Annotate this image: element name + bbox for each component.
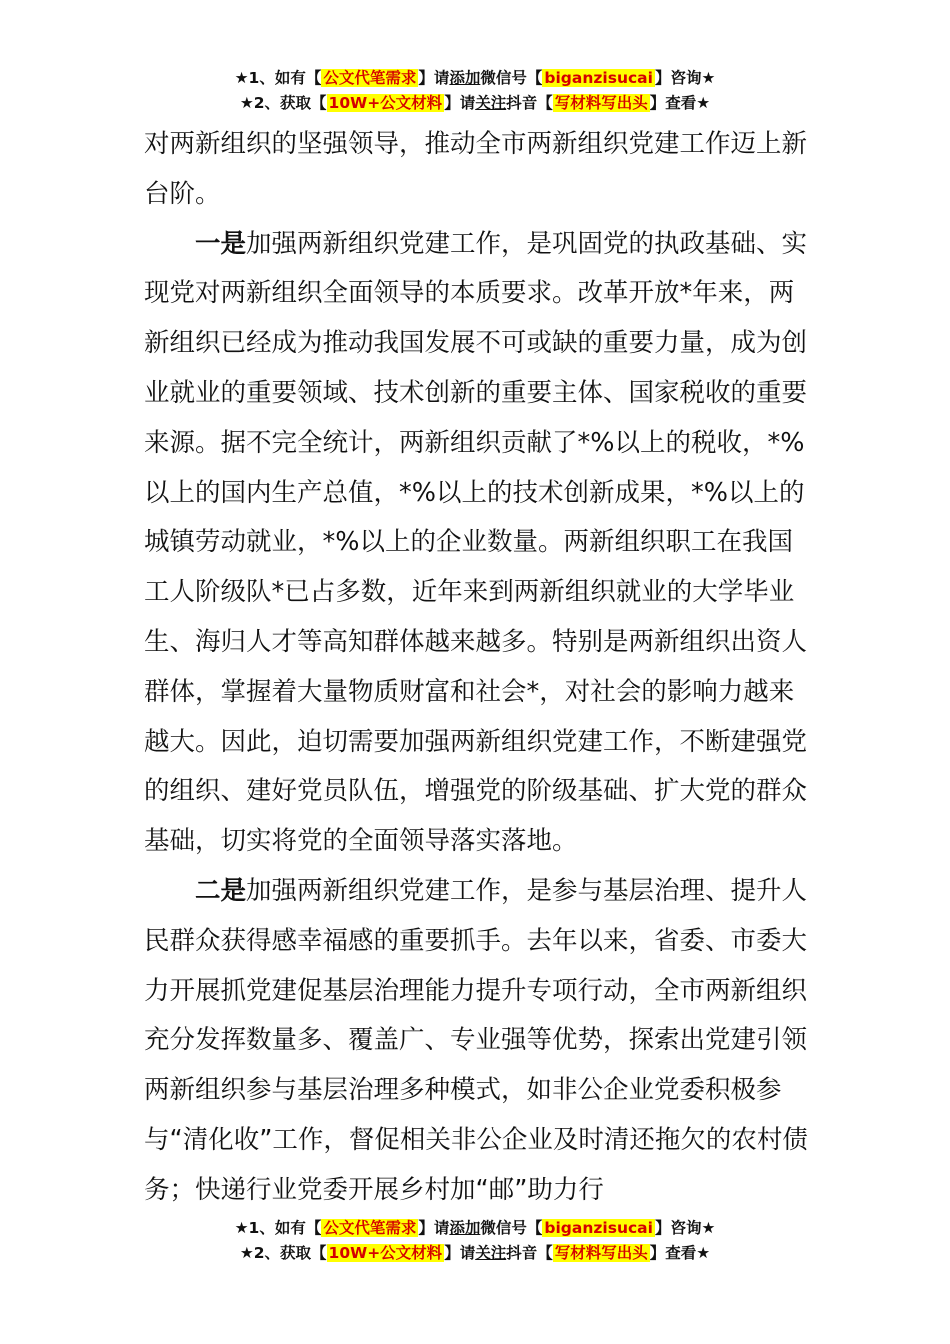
- banner-text: 】请: [444, 94, 476, 112]
- banner-text: 微信号【: [480, 1219, 543, 1237]
- highlight-douyin: 写材料写出头: [554, 94, 648, 112]
- paragraph-text: 加强两新组织党建工作，是巩固党的执政基础、实现党对两新组织全面领导的本质要求。改革开放*年来，两新组织已经成为推动我国发展不可或缺的重要力量，成为创业就业的重要领域、技术创新的重要主体、国家税收的重要来源。据不完全统计，两新组织贡献了*%以上的税收，*%以上的国内生产总值，*%以上的技术创新成果，*%以上的城镇劳动就业，*%以上的企业数量。两新组织职工在我国工人阶级队*已占多数，近年来到两新组织就业的大学毕业生、海归人才等高知群体越来越多。特别是两新组织出资人群体，掌握着大量物质财富和社会*，对社会的影响力越来越大。因此，迫切需要加强两新组织党建工作，不断建强党的组织、建好党员队伍，增强党的阶级基础、扩大党的群众基础，切实将党的全面领导落实落地。: [144, 228, 808, 857]
- banner-line-2: [0, 1241, 950, 1266]
- highlight-wechat-id: biganzisucai: [544, 69, 653, 87]
- underlined-word: 添加: [449, 69, 481, 87]
- highlight-service: 公文代笔需求: [323, 69, 417, 87]
- paragraph-lead: 一是: [195, 228, 247, 259]
- header-banner: [0, 66, 950, 116]
- banner-text: ★1、如有【: [234, 69, 322, 87]
- banner-text: 】请: [418, 1219, 450, 1237]
- paragraph-continued: 对两新组织的坚强领导，推动全市两新组织党建工作迈上新台阶。: [144, 129, 808, 209]
- underlined-word: 关注: [475, 1244, 507, 1262]
- paragraph-one: [144, 220, 814, 867]
- banner-text: 抖音【: [506, 94, 553, 112]
- banner-line-1: [0, 66, 950, 91]
- banner-line-2: [0, 91, 950, 116]
- highlight-service: 公文代笔需求: [323, 1219, 417, 1237]
- banner-text: 】查看★: [649, 1244, 711, 1262]
- banner-text: ★1、如有【: [234, 1219, 322, 1237]
- underlined-word: 关注: [475, 94, 507, 112]
- banner-text: 】查看★: [649, 94, 711, 112]
- paragraph-two: [144, 867, 814, 1216]
- footer-banner: [0, 1216, 950, 1266]
- banner-text: 】请: [418, 69, 450, 87]
- banner-text: 抖音【: [506, 1244, 553, 1262]
- banner-text: ★2、获取【: [239, 94, 327, 112]
- banner-text: 】咨询★: [654, 69, 716, 87]
- banner-text: 】请: [444, 1244, 476, 1262]
- document-body: [144, 120, 814, 1216]
- highlight-materials: 10W+公文材料: [328, 1244, 443, 1262]
- paragraph-lead: 二是: [195, 875, 247, 906]
- highlight-materials: 10W+公文材料: [328, 94, 443, 112]
- banner-line-1: [0, 1216, 950, 1241]
- highlight-wechat-id: biganzisucai: [544, 1219, 653, 1237]
- highlight-douyin: 写材料写出头: [554, 1244, 648, 1262]
- paragraph-text: 加强两新组织党建工作，是参与基层治理、提升人民群众获得感幸福感的重要抓手。去年以来，省委、市委大力开展抓党建促基层治理能力提升专项行动，全市两新组织充分发挥数量多、覆盖广、专业强等优势，探索出党建引领两新组织参与基层治理多种模式，如非公企业党委积极参与“清化收”工作，督促相关非公企业及时清还拖欠的农村债务；快递行业党委开展乡村加“邮”助力行: [144, 875, 808, 1205]
- banner-text: 】咨询★: [654, 1219, 716, 1237]
- banner-text: ★2、获取【: [239, 1244, 327, 1262]
- banner-text: 微信号【: [480, 69, 543, 87]
- underlined-word: 添加: [449, 1219, 481, 1237]
